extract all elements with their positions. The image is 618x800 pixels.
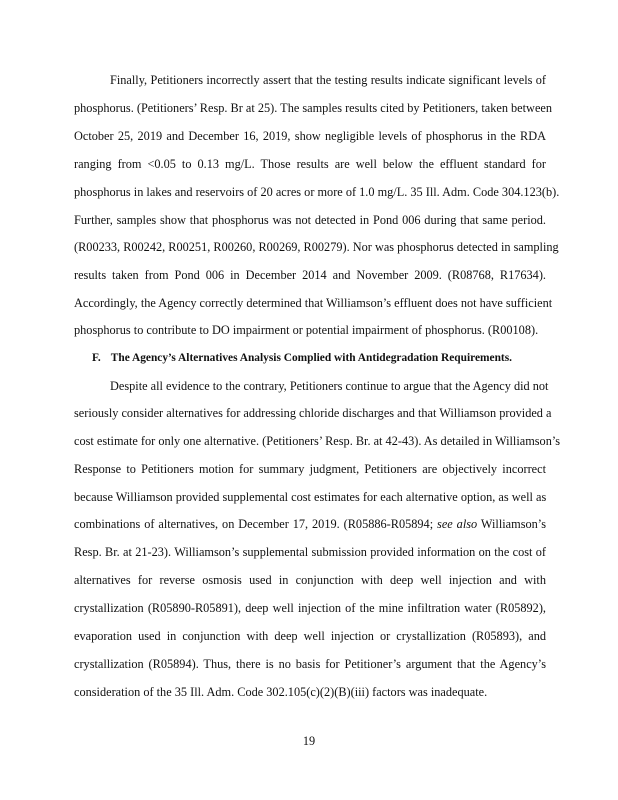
- text-line: Finally, Petitioners incorrectly assert that the testing results indicate significant levels of: [110, 73, 546, 87]
- text-line: alternatives for reverse osmosis used in conjunction with deep well injection and with: [74, 573, 546, 587]
- text-line: Further, samples show that phosphorus was not detected in Pond 006 during that same period.: [74, 213, 546, 227]
- citation-signal: see also: [437, 517, 478, 531]
- section-heading: [92, 350, 512, 366]
- text-line: crystallization (R05890-R05891), deep well injection of the mine infiltration water (R05892),: [74, 601, 546, 615]
- section-letter: F.: [92, 352, 101, 364]
- text-line: cost estimate for only one alternative. (Petitioners’ Resp. Br. at 42-43). As detailed in Williamson’s: [74, 434, 561, 448]
- text-line: combinations of alternatives, on December 17, 2019. (R05886-R05894; see also Williamson’s: [74, 517, 546, 531]
- text-line: because Williamson provided supplemental cost estimates for each alternative option, as well as: [74, 490, 547, 504]
- text-line: results taken from Pond 006 in December 2014 and November 2009. (R08768, R17634).: [74, 268, 546, 282]
- text-line: consideration of the 35 Ill. Adm. Code 302.105(c)(2)(B)(iii) factors was inadequate.: [74, 685, 488, 699]
- text-line: phosphorus in lakes and reservoirs of 20 acres or more of 1.0 mg/L. 35 Ill. Adm. Code 304.123(b).: [74, 185, 560, 199]
- text-line: crystallization (R05894). Thus, there is no basis for Petitioner’s argument that the Agency’s: [74, 657, 546, 671]
- text-line: seriously consider alternatives for addressing chloride discharges and that Williamson provided a: [74, 406, 552, 420]
- text-line: Despite all evidence to the contrary, Petitioners continue to argue that the Agency did not: [110, 379, 549, 393]
- page-number: 19: [302, 734, 316, 748]
- text-line: phosphorus. (Petitioners’ Resp. Br at 25). The samples results cited by Petitioners, taken between: [74, 101, 553, 115]
- text-line: Resp. Br. at 21-23). Williamson’s supplemental submission provided information on the cost of: [74, 545, 546, 559]
- text-line: phosphorus to contribute to DO impairment or potential impairment of phosphorus. (R00108).: [74, 323, 539, 337]
- text-line: Accordingly, the Agency correctly determined that Williamson’s effluent does not have sufficient: [74, 296, 553, 310]
- text-line: Response to Petitioners motion for summary judgment, Petitioners are objectively incorrect: [74, 462, 546, 476]
- text-line: (R00233, R00242, R00251, R00260, R00269, R00279). Nor was phosphorus detected in sampling: [74, 240, 559, 254]
- text-line: October 25, 2019 and December 16, 2019, show negligible levels of phosphorus in the RDA: [74, 129, 546, 143]
- text-line: evaporation used in conjunction with deep well injection or crystallization (R05893), and: [74, 629, 546, 643]
- text-line: ranging from <0.05 to 0.13 mg/L. Those results are well below the effluent standard for: [74, 157, 546, 171]
- section-title: The Agency’s Alternatives Analysis Complied with Antidegradation Requirements.: [110, 352, 512, 364]
